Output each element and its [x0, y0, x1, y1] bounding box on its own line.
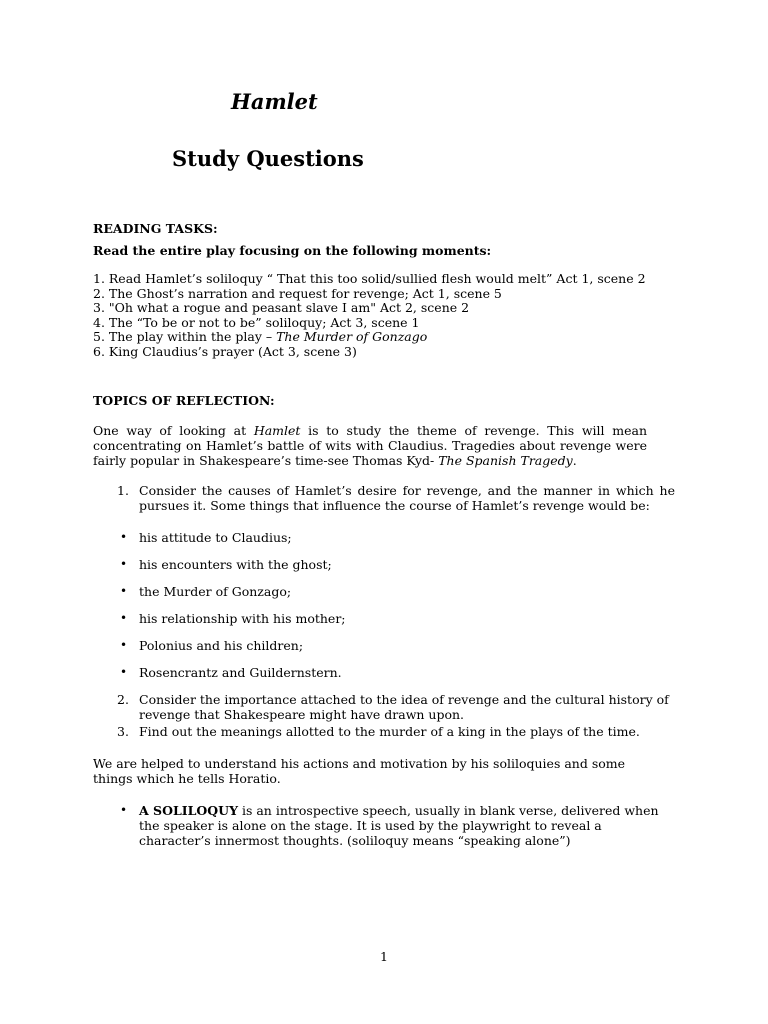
soliloquy-term: A SOLILOQUY [139, 803, 238, 818]
document-subtitle: Study Questions [172, 146, 364, 171]
question-1-text: Consider the causes of Hamlet’s desire for revenge, and the manner in which he pursues it. Some things that influence the course of Hamlet’s revenge would be: [139, 483, 675, 513]
intro-part-1: One way of looking at [93, 423, 254, 438]
bullet-marker: • [120, 611, 128, 625]
reading-tasks-heading: READING TASKS: [93, 221, 218, 236]
soliloquy-definition-text: is an introspective speech, usually in blank verse, delivered when the speaker is alone on the stage. It is used by the playwright to reveal a character’s innermost thoughts. (soliloquy means “speaking alone”) [139, 803, 659, 848]
question-2-number: 2. [117, 692, 129, 707]
intro-italic-spanish-tragedy: The Spanish Tragedy [438, 453, 573, 468]
moment-item-2: 2. The Ghost’s narration and request for revenge; Act 1, scene 5 [93, 286, 502, 301]
soliloquy-definition [139, 803, 675, 848]
topics-heading: TOPICS OF REFLECTION: [93, 393, 275, 408]
moment-item-5 [93, 330, 427, 345]
question-2-text: Consider the importance attached to the idea of revenge and the cultural history of revenge that Shakespeare might have drawn upon. [139, 692, 669, 722]
intro-paragraph [93, 423, 647, 468]
helped-paragraph: We are helped to understand his actions and motivation by his soliloquies and some things which he tells Horatio. [93, 756, 626, 786]
moment-item-3: 3. "Oh what a rogue and peasant slave I am" Act 2, scene 2 [93, 300, 470, 315]
moment-item-5-play-title: The Murder of Gonzago [276, 329, 428, 344]
bullet-item-5: Polonius and his children; [139, 638, 304, 653]
moment-item-1: 1. Read Hamlet’s soliloquy “ That this too solid/sullied flesh would melt” Act 1, scene 2 [93, 271, 646, 286]
bullet-item-2: his encounters with the ghost; [139, 557, 332, 572]
intro-part-3: . [572, 453, 577, 468]
question-3-number: 3. [117, 724, 129, 739]
bullet-item-3: the Murder of Gonzago; [139, 584, 292, 599]
bullet-item-6: Rosencrantz and Guildernstern. [139, 665, 342, 680]
moment-item-4: 4. The “To be or not to be” soliloquy; Act 3, scene 1 [93, 315, 420, 330]
moment-item-5-text: 5. The play within the play – [93, 329, 277, 344]
bullet-marker: • [120, 584, 128, 598]
bullet-marker: • [120, 638, 128, 652]
bullet-marker: • [120, 803, 128, 817]
question-3-text: Find out the meanings allotted to the murder of a king in the plays of the time. [139, 724, 640, 739]
document-title: Hamlet [231, 89, 318, 114]
moment-item-6: 6. King Claudius’s prayer (Act 3, scene 3) [93, 344, 357, 359]
bullet-item-1: his attitude to Claudius; [139, 530, 292, 545]
intro-part-2: is to study the theme of revenge. This will mean concentrating on Hamlet’s battle of wits with Claudius. Tragedies about revenge were fairly popular in Shakespeare’s time-see Thomas Kyd- [93, 423, 647, 468]
bullet-marker: • [120, 530, 128, 544]
question-1-number: 1. [117, 483, 129, 498]
intro-italic-hamlet: Hamlet [253, 423, 301, 438]
reading-intro: Read the entire play focusing on the following moments: [93, 243, 492, 258]
bullet-item-4: his relationship with his mother; [139, 611, 346, 626]
bullet-marker: • [120, 665, 128, 679]
bullet-marker: • [120, 557, 128, 571]
page-number: 1 [380, 949, 388, 964]
